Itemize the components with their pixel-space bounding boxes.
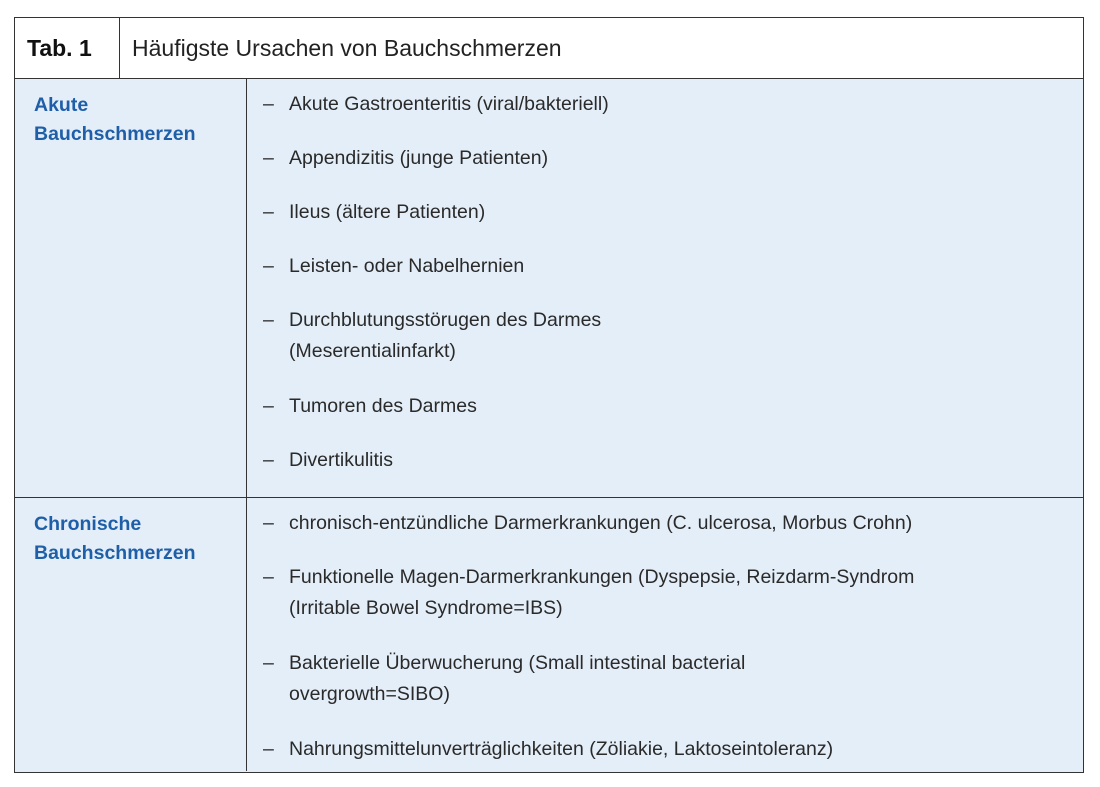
item-text-continued: (Meserentialinfarkt) [289,340,456,362]
item-text: chronisch-entzündliche Darmerkrankungen (C. ulcerosa, Morbus Crohn) [289,512,913,534]
dash: – [263,738,274,760]
item-text-continued: overgrowth=SIBO) [289,683,450,705]
item-text: Divertikulitis [289,449,394,471]
list-item [263,143,548,174]
item-text: Leisten- oder Nabelhernien [289,255,525,277]
item-text: Akute Gastroenteritis (viral/bakteriell) [289,93,609,115]
item-text: Nahrungsmittelunverträglichkeiten (Zöliakie, Laktoseintoleranz) [289,738,834,760]
dash: – [263,566,274,588]
list-item [263,305,601,367]
table-number: Tab. 1 [15,18,120,78]
item-text: Tumoren des Darmes [289,395,477,417]
item-text-continued: (Irritable Bowel Syndrome=IBS) [289,597,563,619]
list-item [263,89,609,120]
category-line: Bauchschmerzen [34,542,196,564]
list-item [263,562,914,624]
list-item [263,251,524,282]
category-chronic [15,498,247,771]
list-item [263,391,477,422]
category-line: Bauchschmerzen [34,123,196,145]
list-item [263,734,833,765]
dash: – [263,147,274,169]
item-text: Bakterielle Überwucherung (Small intestinal bacterial [289,652,746,674]
item-text: Ileus (ältere Patienten) [289,201,486,223]
category-line: Chronische [34,513,142,535]
dash: – [263,652,274,674]
table-title: Häufigste Ursachen von Bauchschmerzen [132,34,562,61]
dash: – [263,93,274,115]
dash: – [263,201,274,223]
item-text: Funktionelle Magen-Darmerkrankungen (Dyspepsie, Reizdarm-Syndrom [289,566,915,588]
dash: – [263,395,274,417]
category-acute [15,79,247,497]
list-item [263,648,745,710]
table-header [15,18,1083,79]
dash: – [263,512,274,534]
item-text: Appendizitis (junge Patienten) [289,147,549,169]
dash: – [263,449,274,471]
list-item [263,445,393,476]
list-item [263,508,912,539]
dash: – [263,255,274,277]
section-chronic [15,498,1083,771]
category-line: Akute [34,94,89,116]
causes-table [14,17,1084,773]
section-acute [15,79,1083,498]
item-text: Durchblutungsstörugen des Darmes [289,309,602,331]
dash: – [263,309,274,331]
list-item [263,197,485,228]
